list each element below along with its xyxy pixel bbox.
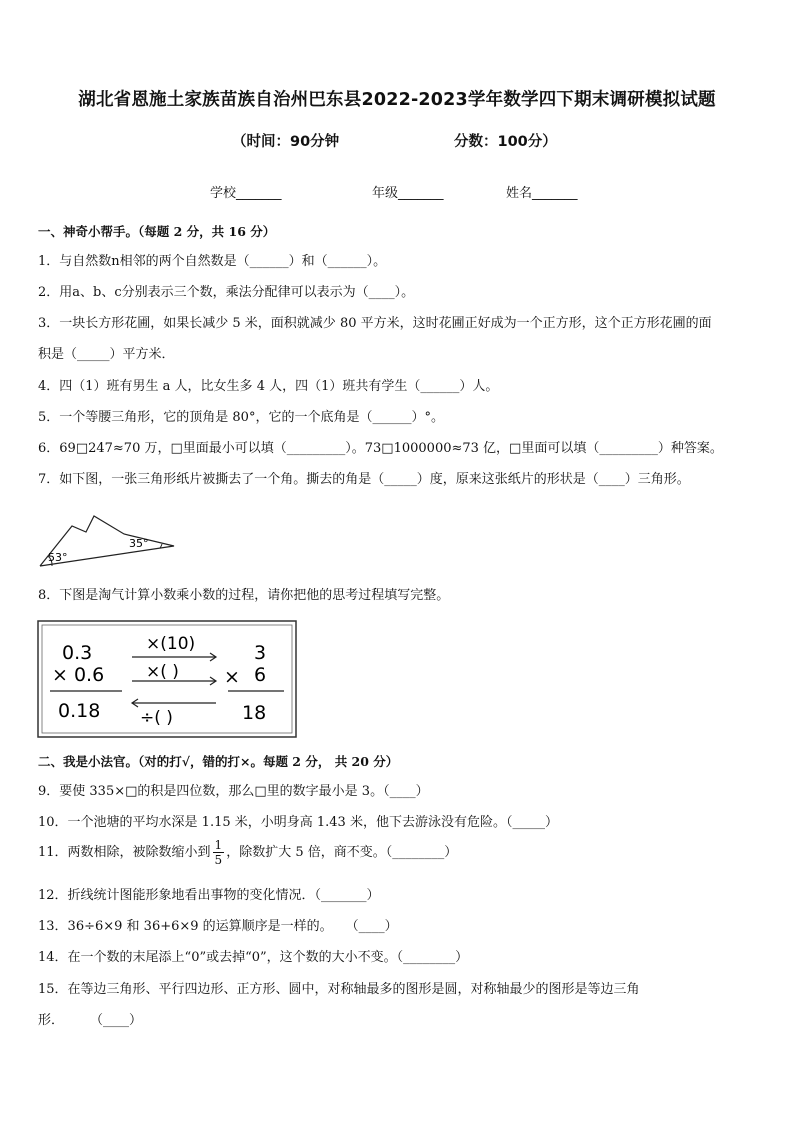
question-1: 1．与自然数n相邻的两个自然数是（______）和（______）。 [38, 254, 387, 269]
section-2-heading: 二、我是小法官。（对的打√，错的打×。每题 2 分， 共 20 分） [38, 754, 399, 769]
fraction-numerator: 1 [214, 838, 223, 852]
arrow-label-multiply-blank: ×( ) [146, 662, 179, 682]
factor-left-bottom: × 0.6 [52, 664, 105, 686]
arrow-label-multiply-10: ×(10) [146, 634, 196, 654]
question-3-line-2: 积是（_____）平方米． [38, 347, 175, 362]
product-right: 18 [242, 702, 267, 724]
question-6: 6．69□247≈70 万，□里面最小可以填（_________）。73□1000000≈73 亿，□里面可以填（_________）种答案。 [38, 441, 723, 456]
question-13: 13．36÷6×9 和 36+6×9 的运算顺序是一样的。 （____） [38, 919, 398, 934]
question-12: 12．折线统计图能形象地看出事物的变化情况．（_______） [38, 888, 380, 903]
question-15-line-1: 15．在等边三角形、平行四边形、正方形、圆中，对称轴最多的图形是圆，对称轴最少的图形是等边三角 [38, 982, 640, 997]
question-2: 2．用a、b、c分别表示三个数，乘法分配律可以表示为（____）。 [38, 285, 415, 300]
factor-right-bottom: 6 [254, 664, 267, 686]
decimal-multiplication-figure [36, 619, 298, 739]
question-4: 4．四（1）班有男生 a 人，比女生多 4 人，四（1）班共有学生（______）人。 [38, 379, 499, 394]
question-7: 7．如下图，一张三角形纸片被撕去了一个角。撕去的角是（_____）度，原来这张纸片的形状是（____）三角形。 [38, 472, 690, 487]
question-11-prefix: 11．两数相除，被除数缩小到 [38, 845, 211, 860]
question-11-suffix: ，除数扩大 5 倍，商不变。（________） [226, 845, 458, 860]
question-10: 10．一个池塘的平均水深是 1.15 米，小明身高 1.43 米，他下去游泳没有危险。（_____） [38, 815, 558, 830]
name-field: 姓名_______ [506, 186, 578, 201]
question-5: 5．一个等腰三角形，它的顶角是 80°，它的一个底角是（______）°。 [38, 410, 444, 425]
grade-field: 年级_______ [372, 186, 444, 201]
question-3-line-1: 3．一块长方形花圃，如果长减少 5 米，面积就减少 80 平方米，这时花圃正好成为一个正方形，这个正方形花圃的面 [38, 316, 712, 331]
question-8: 8．下图是淘气计算小数乘小数的过程，请你把他的思考过程填写完整。 [38, 588, 450, 603]
question-14: 14．在一个数的末尾添上“0”或去掉“0”，这个数的大小不变。（________） [38, 950, 469, 965]
fraction-denominator: 5 [214, 853, 223, 867]
question-9: 9．要使 335×□的积是四位数，那么□里的数字最小是 3。（____） [38, 784, 429, 799]
arrow-label-divide-blank: ÷( ) [140, 708, 173, 728]
school-field: 学校_______ [210, 186, 282, 201]
section-1-heading: 一、神奇小帮手。（每题 2 分，共 16 分） [38, 224, 276, 239]
question-11 [38, 838, 457, 867]
exam-time: （时间：90分钟 [232, 134, 340, 150]
fraction-one-fifth [213, 838, 225, 867]
page-title: 湖北省恩施土家族苗族自治州巴东县2022-2023学年数学四下期末调研模拟试题 [78, 90, 716, 110]
angle-label-right: 35° [129, 537, 149, 550]
factor-left-top: 0.3 [62, 642, 93, 664]
question-15-line-2: 形． （____） [38, 1013, 143, 1028]
angle-label-left: 53° [48, 551, 68, 564]
exam-score: 分数：100分） [454, 134, 557, 150]
factor-right-top: 3 [254, 642, 267, 664]
torn-triangle-figure [36, 510, 178, 570]
multiply-sign-right: × [224, 666, 240, 688]
product-left: 0.18 [58, 700, 101, 722]
